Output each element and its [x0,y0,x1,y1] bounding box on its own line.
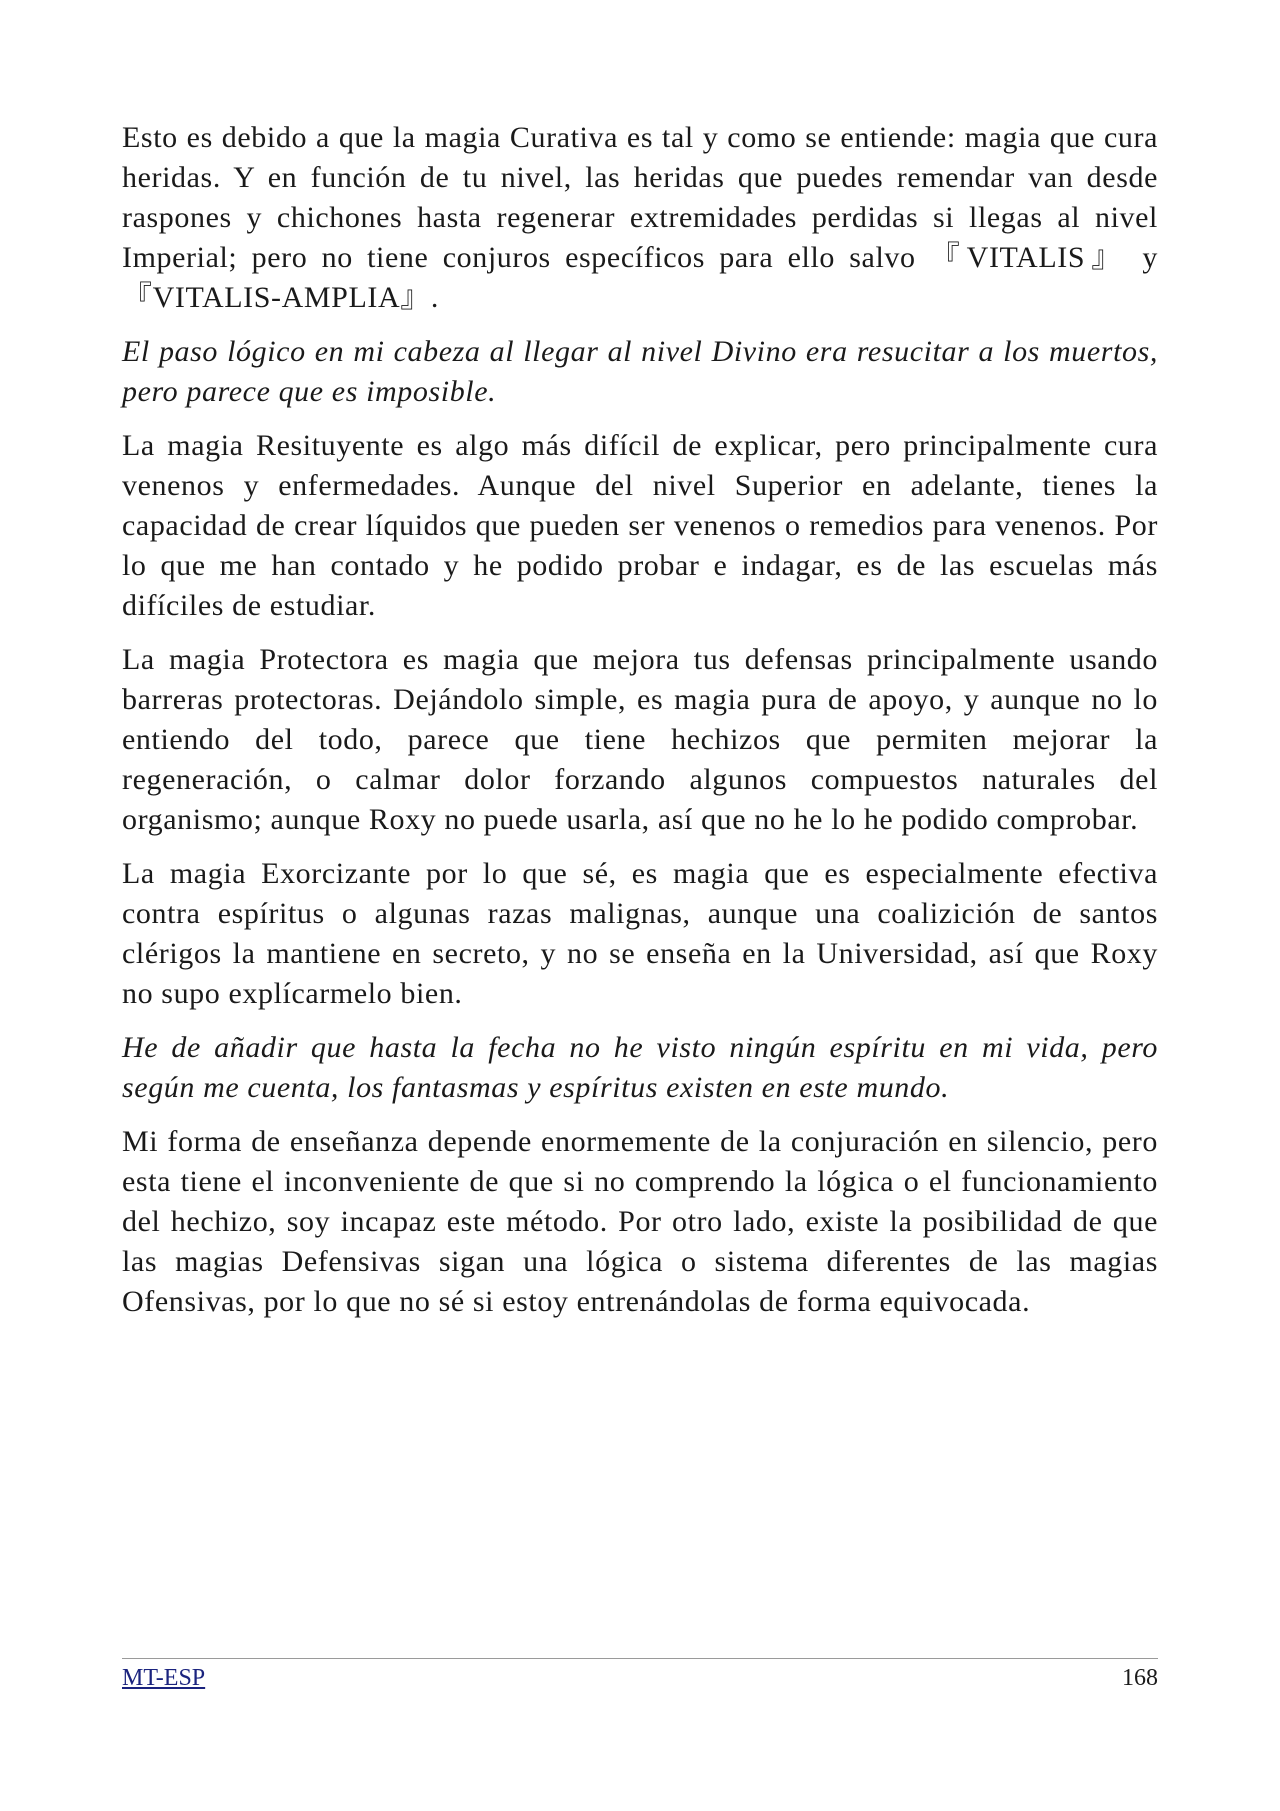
footer-link-mt-esp[interactable]: MT-ESP [122,1665,206,1691]
paragraph-protectora: La magia Protectora es magia que mejora tus defensas principalmente usando barreras protectoras. Dejándolo simple, es magia pura de apoyo, y aunque no lo entiendo del todo, parece que tiene hechizos que permiten mejorar la regeneración, o calmar dolor forzando algunos compuestos naturales del organismo; aunque Roxy no puede usarla, así que no he lo he podido comprobar. [122,643,1158,836]
page-number: 168 [1122,1665,1158,1691]
paragraph-italic-resucitar: El paso lógico en mi cabeza al llegar al nivel Divino era resucitar a los muertos, pero parece que es imposible. [122,335,1158,408]
paragraph-curativa: Esto es debido a que la magia Curativa es tal y como se entiende: magia que cura heridas. Y en función de tu nivel, las heridas que puedes remendar van desde raspones y chichones hasta regenerar extremidades perdidas si llegas al nivel Imperial; pero no tiene conjuros específicos para ello salvo 『VITALIS』 y 『VITALIS-AMPLIA』. [122,121,1158,314]
paragraph-ensenanza: Mi forma de enseñanza depende enormemente de la conjuración en silencio, pero esta tiene el inconveniente de que si no comprendo la lógica o el funcionamiento del hechizo, soy incapaz este método. Por otro lado, existe la posibilidad de que las magias Defensivas sigan una lógica o sistema diferentes de las magias Ofensivas, por lo que no sé si estoy entrenándolas de forma equivocada. [122,1125,1158,1318]
paragraph-resituyente: La magia Resituyente es algo más difícil de explicar, pero principalmente cura venenos y enfermedades. Aunque del nivel Superior en adelante, tienes la capacidad de crear líquidos que pueden ser venenos o remedios para venenos. Por lo que me han contado y he podido probar e indagar, es de las escuelas más difíciles de estudiar. [122,429,1158,622]
paragraph-italic-espiritus: He de añadir que hasta la fecha no he visto ningún espíritu en mi vida, pero según me cuenta, los fantasmas y espíritus existen en este mundo. [122,1031,1158,1104]
page-footer [122,1663,1158,1693]
footer-divider [122,1658,1158,1659]
paragraph-exorcizante: La magia Exorcizante por lo que sé, es magia que es especialmente efectiva contra espíritus o algunas razas malignas, aunque una coalizición de santos clérigos la mantiene en secreto, y no se enseña en la Universidad, así que Roxy no supo explícarmelo bien. [122,857,1158,1010]
page-body [122,118,1158,1336]
